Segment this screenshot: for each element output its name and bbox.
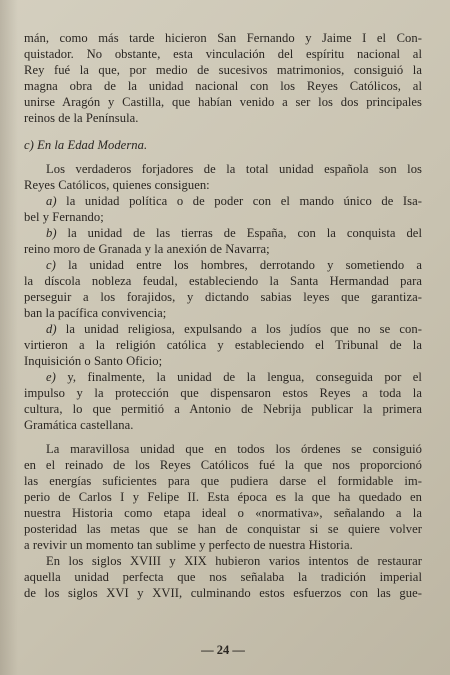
item-text: la unidad entre los hombres, derrotando y sometiendo a (68, 258, 423, 272)
list-item-d (46, 321, 422, 337)
item-text: Gramática castellana. (24, 418, 134, 432)
intro-line: Reyes Católicos, quienes consiguen: (24, 178, 210, 192)
text-line: reinos de la Península. (24, 111, 139, 125)
section-heading: c) En la Edad Moderna. (24, 138, 148, 152)
item-text: la unidad política o de poder con el mando único de Isa- (66, 194, 422, 208)
item-marker: d) (46, 322, 57, 336)
book-page (24, 30, 423, 657)
item-marker: a) (46, 194, 57, 208)
paragraph-line: aquella unidad perfecta que nos señalaba la tradición imperial (24, 570, 422, 584)
paragraph-line: La maravillosa unidad que en todos los órdenes se consiguió (46, 442, 422, 456)
item-marker: e) (46, 370, 56, 384)
item-text: la unidad religiosa, expulsando a los judíos que no se con- (65, 322, 422, 336)
item-marker: c) (46, 258, 56, 272)
page-edge-shadow (0, 0, 18, 675)
item-text: Inquisición o Santo Oficio; (24, 354, 163, 368)
text-line: magna obra de la unidad nacional con los Reyes Católicos, al (24, 79, 422, 93)
text-line: Rey fué la que, por medio de sucesivos matrimonios, consiguió la (24, 63, 422, 77)
paragraph-line: las energías suficientes para que pudiera darse el formidable im- (24, 474, 422, 488)
item-text: virtieron a la religión católica y estableciendo el Tribunal de la (24, 338, 422, 352)
list-item-c (46, 257, 422, 273)
item-text: ban la pacífica convivencia; (24, 306, 167, 320)
paragraph-line: perio de Carlos I y Felipe II. Esta época es la que ha quedado en (24, 490, 422, 504)
text-line: quistador. No obstante, esta vinculación del espíritu nacional al (24, 47, 422, 61)
item-text: impulso y la protección que dispensaron estos Reyes a toda la (24, 386, 422, 400)
paragraph-line: En los siglos XVIII y XIX hubieron varios intentos de restaurar (46, 554, 422, 568)
paragraph-line: posteridad las metas que se han de conquistar si se quiere volver (24, 522, 422, 536)
text-line: unirse Aragón y Castilla, que habían venido a ser los dos principales (24, 95, 422, 109)
paragraph-line: a revivir un momento tan sublime y perfecto de nuestra Historia. (24, 538, 353, 552)
list-item-a (46, 193, 422, 209)
paragraph-line: nuestra Historia como etapa ideal o «normativa», señalando a la (24, 506, 422, 520)
item-text: la díscola nobleza feudal, estableciendo la Santa Hermandad para (24, 274, 422, 288)
item-text: cultura, lo que permitió a Antonio de Nebrija publicar la primera (24, 402, 422, 416)
page-number: — 24 — (201, 643, 245, 657)
item-marker: b) (46, 226, 57, 240)
item-text: la unidad de las tierras de España, con la conquista del (67, 226, 422, 240)
item-text: reino moro de Granada y la anexión de Navarra; (24, 242, 270, 256)
intro-line: Los verdaderos forjadores de la total unidad española son los (46, 162, 422, 176)
item-text: y, finalmente, la unidad de la lengua, conseguida por el (67, 370, 422, 384)
item-text: bel y Fernando; (24, 210, 104, 224)
paragraph-line: en el reinado de los Reyes Católicos fué la que nos proporcionó (24, 458, 422, 472)
text-line: mán, como más tarde hicieron San Fernando y Jaime I el Con- (24, 31, 422, 45)
list-item-e (46, 369, 422, 385)
paragraph-line: de los siglos XVI y XVII, culminando estos esfuerzos con las gue- (24, 586, 422, 600)
list-item-b (46, 225, 422, 241)
item-text: perseguir a los forajidos, y dictando sabias leyes que garantiza- (24, 290, 422, 304)
